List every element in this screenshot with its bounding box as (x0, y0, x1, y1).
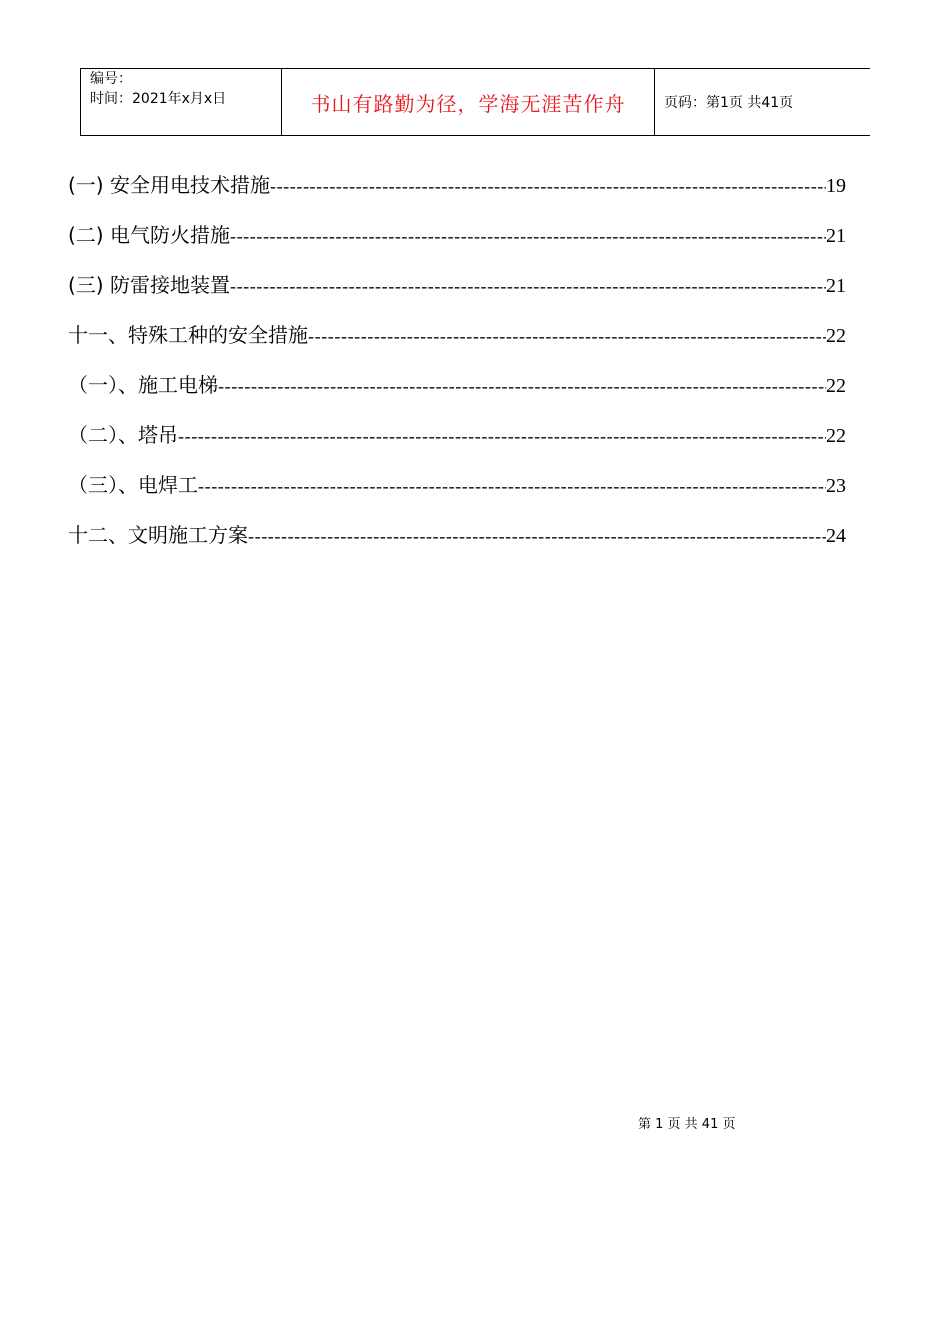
toc-entry[interactable] (68, 510, 846, 560)
toc-entry-title: （二）、塔吊 (68, 423, 178, 447)
toc-entry-page: 24 (826, 525, 846, 547)
toc-entry[interactable] (68, 210, 846, 260)
toc-leader (248, 511, 826, 560)
toc-entry[interactable] (68, 310, 846, 360)
toc-entry-page: 22 (826, 425, 846, 447)
page-header (80, 68, 870, 136)
toc-leader (308, 311, 826, 360)
document-date-label: 时间：2021年x月x日 (90, 91, 227, 107)
toc-leader (198, 461, 826, 510)
toc-entry[interactable] (68, 160, 846, 210)
toc-entry-title: (三) 防雷接地装置 (68, 273, 230, 297)
toc-leader (218, 361, 826, 410)
toc-entry[interactable] (68, 460, 846, 510)
document-number-label: 编号： (90, 71, 132, 87)
toc-entry-page: 19 (826, 175, 846, 197)
toc-entry-page: 21 (826, 275, 846, 297)
toc-entry-title: （一）、施工电梯 (68, 373, 218, 397)
page-footer: 第 1 页 共 41 页 (638, 1117, 736, 1132)
table-of-contents (68, 160, 846, 560)
toc-entry[interactable] (68, 260, 846, 310)
header-motto: 书山有路勤为径，学海无涯苦作舟 (282, 69, 655, 135)
toc-leader (178, 411, 826, 460)
toc-entry-title: 十二、文明施工方案 (68, 523, 248, 547)
toc-leader (230, 261, 826, 310)
header-page-info: 页码：第1页 共41页 (664, 95, 794, 111)
toc-leader (270, 161, 826, 210)
toc-entry-title: (二) 电气防火措施 (68, 223, 230, 247)
toc-leader (230, 211, 826, 260)
toc-entry-title: 十一、特殊工种的安全措施 (68, 323, 308, 347)
toc-entry-page: 22 (826, 375, 846, 397)
toc-entry-page: 21 (826, 225, 846, 247)
toc-entry[interactable] (68, 360, 846, 410)
toc-entry-page: 22 (826, 325, 846, 347)
toc-entry-title: (一) 安全用电技术措施 (68, 173, 270, 197)
header-meta-cell (81, 69, 282, 135)
toc-entry[interactable] (68, 410, 846, 460)
toc-entry-page: 23 (826, 475, 846, 497)
toc-entry-title: （三）、电焊工 (68, 473, 198, 497)
